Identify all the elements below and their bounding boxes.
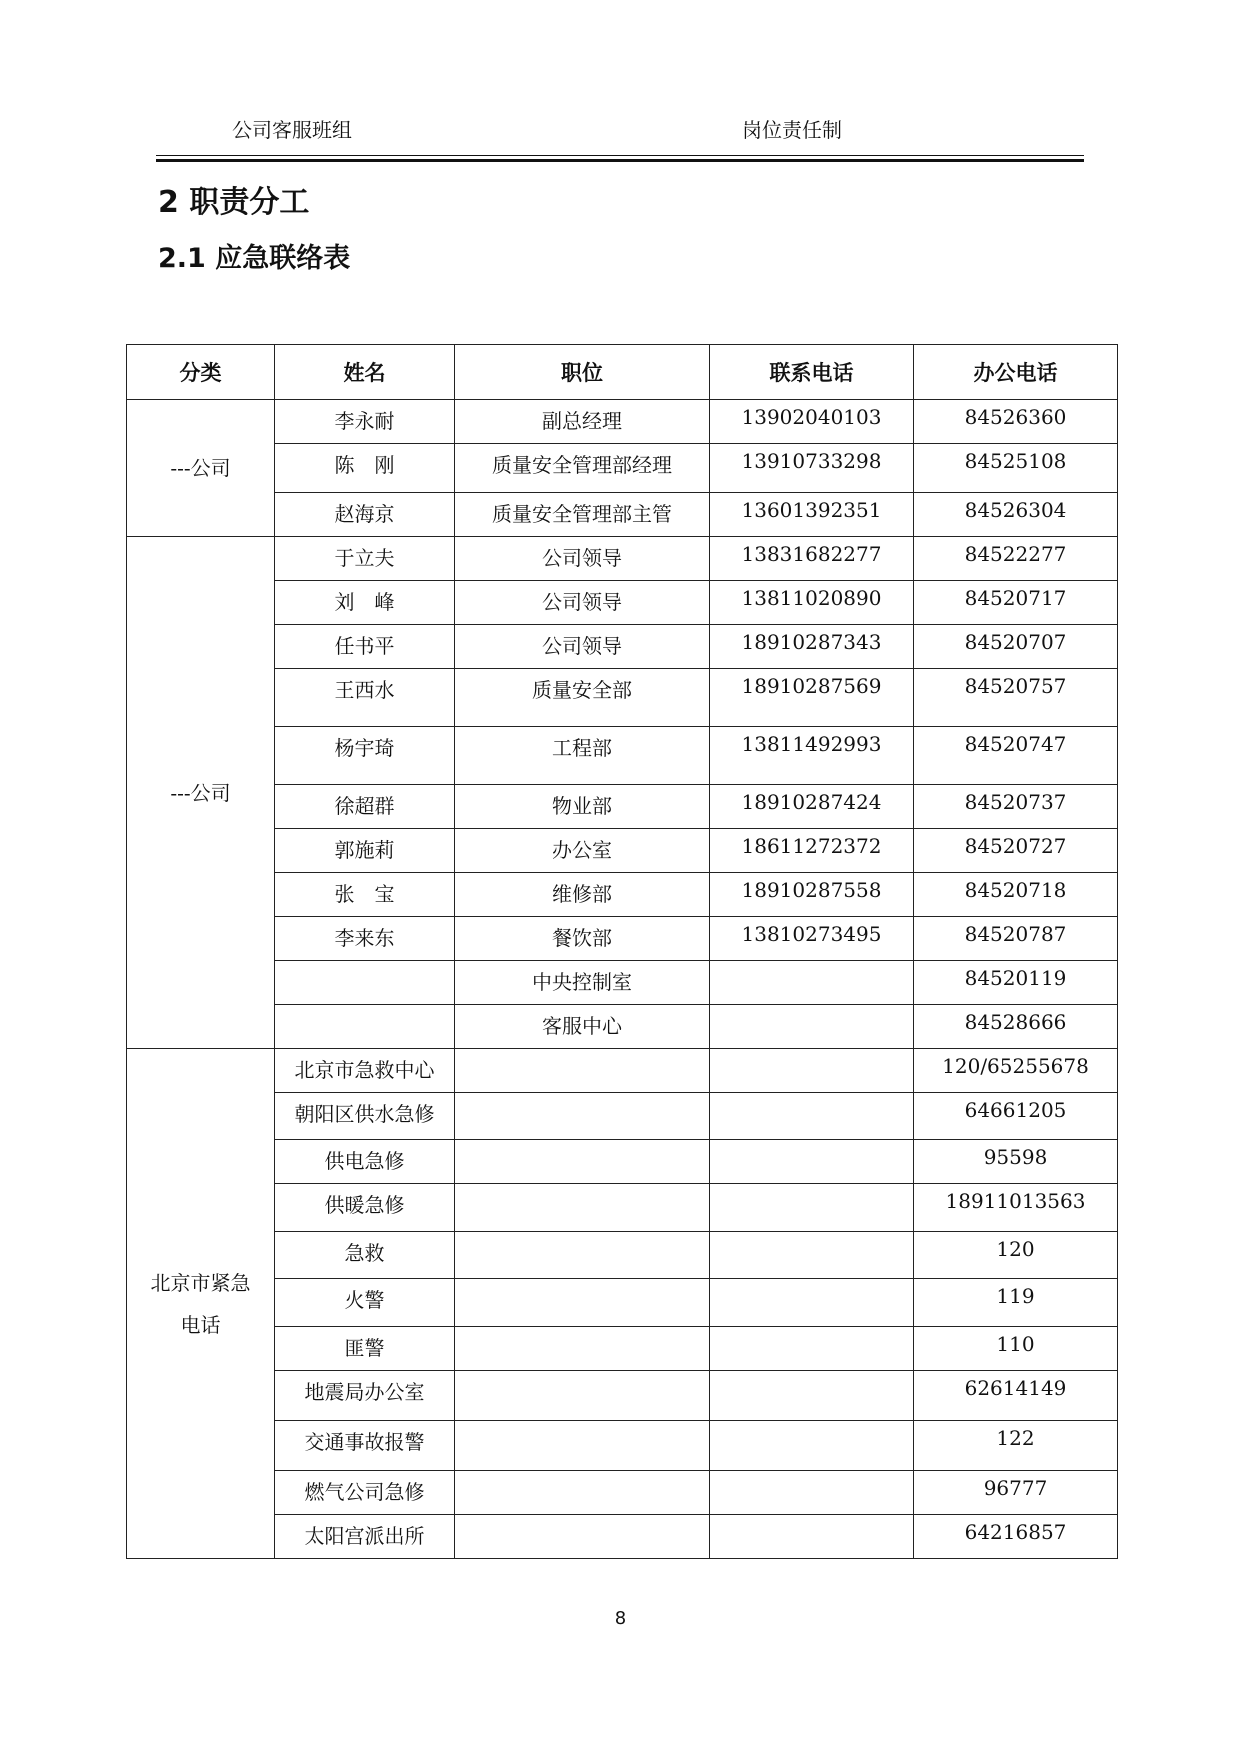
office-cell: 84520718 [914,873,1118,917]
position-cell: 副总经理 [455,400,710,444]
name-cell: 于立夫 [275,537,455,581]
office-cell: 84522277 [914,537,1118,581]
office-cell: 122 [914,1421,1118,1471]
mobile-cell [710,1327,914,1371]
position-cell [455,1327,710,1371]
name-cell: 刘 峰 [275,581,455,625]
name-cell: 陈 刚 [275,444,455,493]
category-cell: ---公司 [127,537,275,1049]
position-cell: 客服中心 [455,1005,710,1049]
name-cell: 交通事故报警 [275,1421,455,1471]
position-cell: 物业部 [455,785,710,829]
table-row [127,400,1118,444]
mobile-cell: 18910287569 [710,669,914,727]
mobile-cell [710,1471,914,1515]
office-cell: 120 [914,1232,1118,1279]
mobile-cell [710,1279,914,1327]
office-cell: 84520747 [914,727,1118,785]
name-cell: 北京市急救中心 [275,1049,455,1093]
table-row [127,785,1118,829]
table-row [127,727,1118,785]
table-row [127,669,1118,727]
office-cell: 110 [914,1327,1118,1371]
position-cell: 公司领导 [455,537,710,581]
position-cell: 质量安全管理部主管 [455,493,710,537]
name-cell: 火警 [275,1279,455,1327]
office-cell: 84526360 [914,400,1118,444]
office-cell: 84520717 [914,581,1118,625]
office-cell: 84520787 [914,917,1118,961]
position-cell [455,1471,710,1515]
position-cell [455,1279,710,1327]
table-row [127,1232,1118,1279]
position-cell [455,1232,710,1279]
position-cell [455,1371,710,1421]
mobile-cell: 13811492993 [710,727,914,785]
header-left-title: 公司客服班组 [232,118,352,142]
office-cell: 84528666 [914,1005,1118,1049]
position-cell [455,1515,710,1559]
name-cell [275,1005,455,1049]
position-cell: 中央控制室 [455,961,710,1005]
office-cell: 64216857 [914,1515,1118,1559]
position-cell: 质量安全管理部经理 [455,444,710,493]
position-cell: 餐饮部 [455,917,710,961]
mobile-cell: 18611272372 [710,829,914,873]
position-cell [455,1421,710,1471]
table-row [127,829,1118,873]
name-cell: 供电急修 [275,1140,455,1184]
table-row [127,1184,1118,1232]
office-cell: 120/65255678 [914,1049,1118,1093]
category-cell: 北京市紧急电话 [127,1049,275,1559]
column-header-name: 姓名 [275,345,455,400]
mobile-cell [710,1049,914,1093]
name-cell [275,961,455,1005]
position-cell: 工程部 [455,727,710,785]
position-cell [455,1093,710,1140]
name-cell: 张 宝 [275,873,455,917]
name-cell: 李来东 [275,917,455,961]
office-cell: 84520727 [914,829,1118,873]
office-cell: 18911013563 [914,1184,1118,1232]
name-cell: 急救 [275,1232,455,1279]
table-row [127,444,1118,493]
table-row [127,1049,1118,1093]
mobile-cell [710,1140,914,1184]
mobile-cell [710,1232,914,1279]
position-cell: 办公室 [455,829,710,873]
table-row [127,1421,1118,1471]
name-cell: 供暖急修 [275,1184,455,1232]
column-header-position: 职位 [455,345,710,400]
table-row [127,1515,1118,1559]
mobile-cell: 18910287558 [710,873,914,917]
header-rule-thick [156,159,1084,162]
name-cell: 地震局办公室 [275,1371,455,1421]
header-right-title: 岗位责任制 [742,118,842,142]
mobile-cell: 13902040103 [710,400,914,444]
table-header-row [127,345,1118,400]
office-cell: 95598 [914,1140,1118,1184]
office-cell: 119 [914,1279,1118,1327]
office-cell: 96777 [914,1471,1118,1515]
page-number: 8 [614,1608,627,1629]
table-row [127,1279,1118,1327]
table-row [127,1327,1118,1371]
table-body [127,400,1118,1559]
name-cell: 太阳宫派出所 [275,1515,455,1559]
mobile-cell: 13601392351 [710,493,914,537]
office-cell: 84525108 [914,444,1118,493]
column-header-category: 分类 [127,345,275,400]
mobile-cell [710,1184,914,1232]
mobile-cell [710,1093,914,1140]
mobile-cell [710,1515,914,1559]
position-cell [455,1140,710,1184]
mobile-cell: 13810273495 [710,917,914,961]
category-cell: ---公司 [127,400,275,537]
office-cell: 84520737 [914,785,1118,829]
name-cell: 赵海京 [275,493,455,537]
name-cell: 王西水 [275,669,455,727]
table-row [127,537,1118,581]
mobile-cell: 13831682277 [710,537,914,581]
name-cell: 朝阳区供水急修 [275,1093,455,1140]
table-row [127,873,1118,917]
position-cell: 公司领导 [455,581,710,625]
name-cell: 李永耐 [275,400,455,444]
mobile-cell: 13910733298 [710,444,914,493]
name-cell: 燃气公司急修 [275,1471,455,1515]
emergency-contact-table [126,344,1118,1559]
name-cell: 郭施莉 [275,829,455,873]
office-cell: 84526304 [914,493,1118,537]
name-cell: 徐超群 [275,785,455,829]
name-cell: 匪警 [275,1327,455,1371]
column-header-office: 办公电话 [914,345,1118,400]
office-cell: 84520707 [914,625,1118,669]
position-cell [455,1184,710,1232]
header-rule-thin [156,155,1084,156]
table-row [127,1093,1118,1140]
mobile-cell [710,961,914,1005]
name-cell: 杨宇琦 [275,727,455,785]
table-row [127,917,1118,961]
table-row [127,1371,1118,1421]
table-row [127,581,1118,625]
position-cell: 公司领导 [455,625,710,669]
table-row [127,1005,1118,1049]
table-row [127,1471,1118,1515]
name-cell: 任书平 [275,625,455,669]
table-row [127,961,1118,1005]
mobile-cell: 13811020890 [710,581,914,625]
mobile-cell: 18910287424 [710,785,914,829]
office-cell: 62614149 [914,1371,1118,1421]
position-cell: 质量安全部 [455,669,710,727]
mobile-cell [710,1371,914,1421]
office-cell: 84520119 [914,961,1118,1005]
table-row [127,493,1118,537]
table-row [127,625,1118,669]
position-cell: 维修部 [455,873,710,917]
office-cell: 84520757 [914,669,1118,727]
mobile-cell: 18910287343 [710,625,914,669]
mobile-cell [710,1421,914,1471]
table-row [127,1140,1118,1184]
subsection-heading: 2.1 应急联络表 [158,243,351,274]
section-heading: 2 职责分工 [158,185,310,220]
mobile-cell [710,1005,914,1049]
column-header-mobile: 联系电话 [710,345,914,400]
position-cell [455,1049,710,1093]
office-cell: 64661205 [914,1093,1118,1140]
